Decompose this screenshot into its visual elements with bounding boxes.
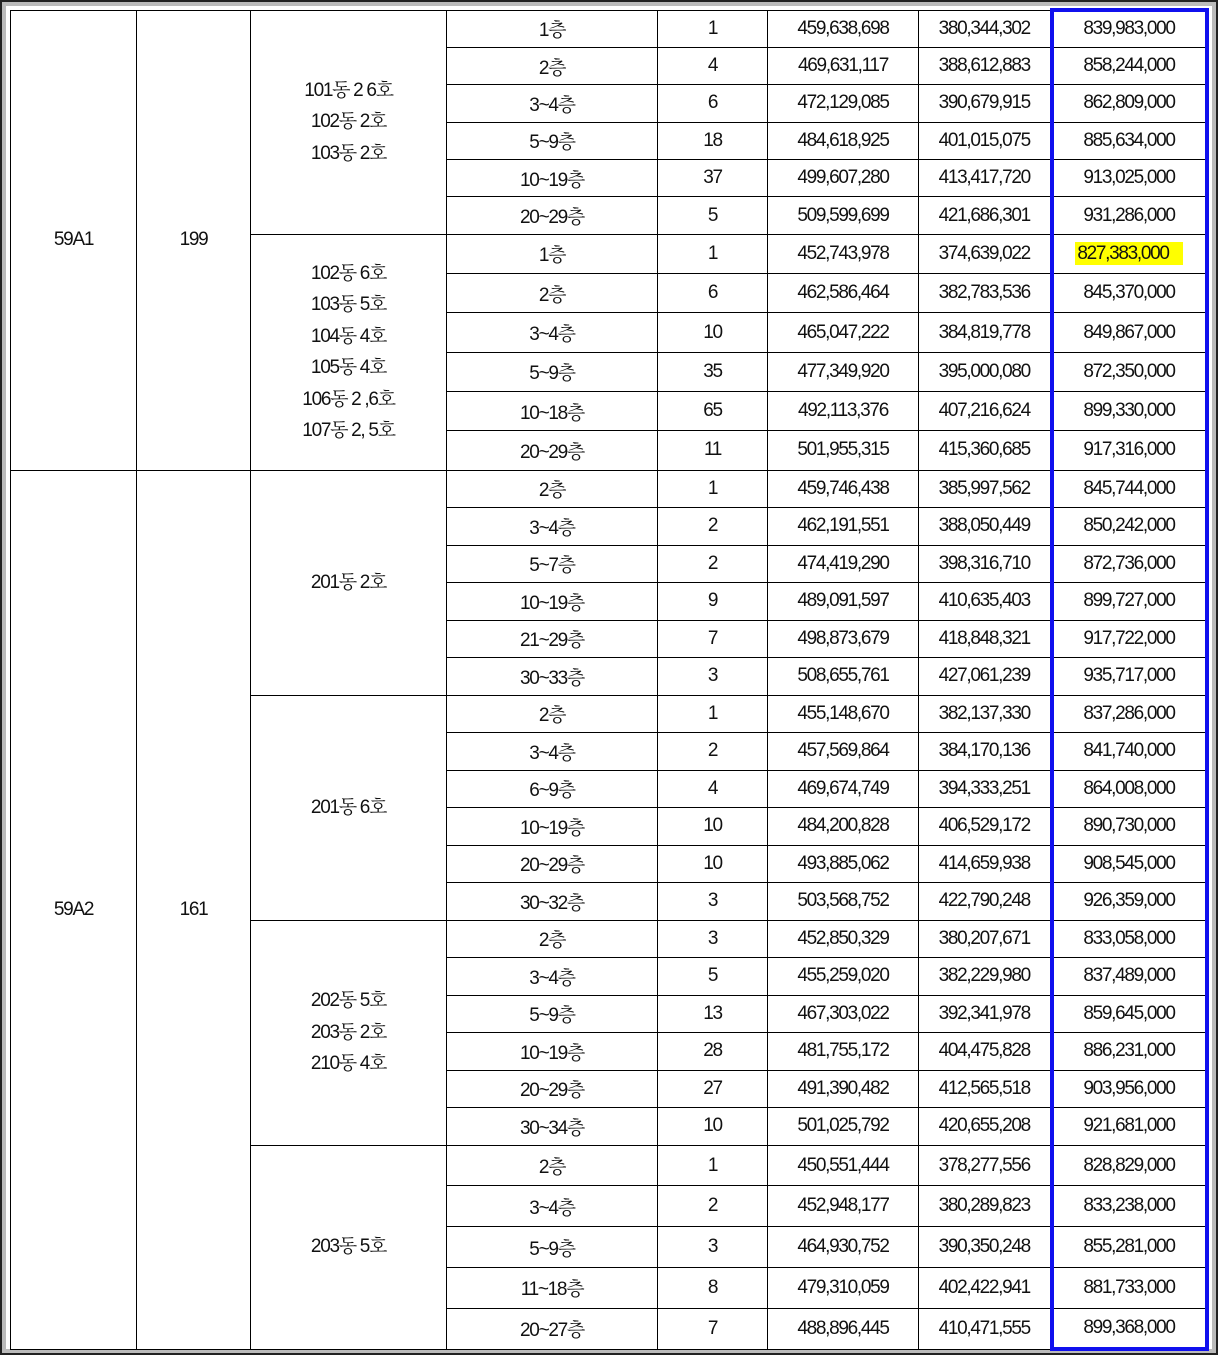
price-b-cell: 421,686,301 — [919, 197, 1052, 234]
type-cell: 59A1 — [11, 10, 137, 470]
count-cell: 9 — [658, 583, 768, 621]
floor-cell: 3~4층 — [447, 733, 658, 771]
price-a-cell: 499,607,280 — [768, 160, 919, 197]
floor-cell: 3~4층 — [447, 1186, 658, 1227]
count-cell: 18 — [658, 122, 768, 159]
count-cell: 1 — [658, 1145, 768, 1186]
count-cell: 11 — [658, 431, 768, 470]
units-cell — [251, 470, 447, 695]
price-a-cell: 479,310,059 — [768, 1268, 919, 1309]
floor-cell: 2층 — [447, 470, 658, 508]
price-a-cell: 508,655,761 — [768, 658, 919, 696]
total-price-cell: 855,281,000 — [1052, 1227, 1207, 1268]
total-price-cell: 926,359,000 — [1052, 883, 1207, 921]
price-a-cell: 450,551,444 — [768, 1145, 919, 1186]
price-a-cell: 462,191,551 — [768, 508, 919, 546]
total-price-cell: 917,316,000 — [1052, 431, 1207, 470]
total-price-cell: 828,829,000 — [1052, 1145, 1207, 1186]
count-cell: 35 — [658, 352, 768, 391]
unit-label: 103동 2호 — [310, 142, 387, 164]
floor-cell: 3~4층 — [447, 508, 658, 546]
count-cell: 7 — [658, 620, 768, 658]
price-b-cell: 422,790,248 — [919, 883, 1052, 921]
unit-label: 102동 2호 — [310, 111, 387, 133]
floor-cell: 30~32층 — [447, 883, 658, 921]
total-price-cell: 872,736,000 — [1052, 545, 1207, 583]
count-cell: 1 — [658, 234, 768, 273]
floor-cell: 30~33층 — [447, 658, 658, 696]
price-b-cell: 395,000,080 — [919, 352, 1052, 391]
floor-cell: 5~9층 — [447, 995, 658, 1033]
count-cell: 10 — [658, 1108, 768, 1146]
total-price-cell: 903,956,000 — [1052, 1070, 1207, 1108]
floor-cell: 20~27층 — [447, 1308, 658, 1349]
price-a-cell: 467,303,022 — [768, 995, 919, 1033]
price-b-cell: 384,170,136 — [919, 733, 1052, 771]
unit-label: 103동 5호 — [310, 294, 387, 316]
count-cell: 2 — [658, 545, 768, 583]
floor-cell: 5~9층 — [447, 352, 658, 391]
unit-label: 202동 5호 — [310, 990, 387, 1012]
price-b-cell: 382,137,330 — [919, 695, 1052, 733]
floor-cell: 10~19층 — [447, 1033, 658, 1071]
count-cell: 5 — [658, 958, 768, 996]
total-price-cell: 833,238,000 — [1052, 1186, 1207, 1227]
count-cell: 8 — [658, 1268, 768, 1309]
count-cell: 6 — [658, 85, 768, 122]
count-cell: 5 — [658, 197, 768, 234]
unit-label: 106동 2 ,6호 — [302, 388, 395, 410]
total-price-cell: 899,727,000 — [1052, 583, 1207, 621]
price-a-cell: 462,586,464 — [768, 274, 919, 313]
price-a-cell: 491,390,482 — [768, 1070, 919, 1108]
price-a-cell: 455,259,020 — [768, 958, 919, 996]
price-a-cell: 469,674,749 — [768, 770, 919, 808]
price-a-cell: 457,569,864 — [768, 733, 919, 771]
price-b-cell: 412,565,518 — [919, 1070, 1052, 1108]
floor-cell: 20~29층 — [447, 431, 658, 470]
count-cell: 4 — [658, 770, 768, 808]
price-b-cell: 398,316,710 — [919, 545, 1052, 583]
floor-cell: 11~18층 — [447, 1268, 658, 1309]
total-price-cell: 872,350,000 — [1052, 352, 1207, 391]
total-price-cell: 885,634,000 — [1052, 122, 1207, 159]
price-b-cell: 410,471,555 — [919, 1308, 1052, 1349]
units-cell — [251, 920, 447, 1145]
price-b-cell: 392,341,978 — [919, 995, 1052, 1033]
total-price-cell: 886,231,000 — [1052, 1033, 1207, 1071]
count-cell: 1 — [658, 695, 768, 733]
count-cell: 6 — [658, 274, 768, 313]
count-cell: 3 — [658, 658, 768, 696]
total-price-cell: 833,058,000 — [1052, 920, 1207, 958]
floor-cell: 3~4층 — [447, 85, 658, 122]
price-a-cell: 498,873,679 — [768, 620, 919, 658]
units-cell — [251, 10, 447, 234]
floor-cell: 5~9층 — [447, 1227, 658, 1268]
type-cell: 59A2 — [11, 470, 137, 1349]
floor-cell: 10~19층 — [447, 808, 658, 846]
units-cell — [251, 234, 447, 470]
total-price-cell: 913,025,000 — [1052, 160, 1207, 197]
unit-label: 102동 6호 — [310, 262, 387, 284]
total-price-cell: 858,244,000 — [1052, 47, 1207, 84]
floor-cell: 30~34층 — [447, 1108, 658, 1146]
households-cell: 199 — [137, 10, 251, 470]
highlighted-value: 827,383,000 — [1075, 242, 1182, 265]
price-a-cell: 452,850,329 — [768, 920, 919, 958]
price-b-cell: 384,819,778 — [919, 313, 1052, 352]
total-price-cell: 837,489,000 — [1052, 958, 1207, 996]
floor-cell: 5~9층 — [447, 122, 658, 159]
price-b-cell: 380,344,302 — [919, 10, 1052, 47]
price-a-cell: 488,896,445 — [768, 1308, 919, 1349]
price-a-cell: 459,638,698 — [768, 10, 919, 47]
price-a-cell: 509,599,699 — [768, 197, 919, 234]
total-price-cell: 890,730,000 — [1052, 808, 1207, 846]
price-table — [10, 8, 1209, 1351]
price-b-cell: 390,350,248 — [919, 1227, 1052, 1268]
count-cell: 3 — [658, 1227, 768, 1268]
price-a-cell: 452,743,978 — [768, 234, 919, 273]
floor-cell: 20~29층 — [447, 1070, 658, 1108]
floor-cell: 2층 — [447, 920, 658, 958]
total-price-cell: 899,330,000 — [1052, 392, 1207, 431]
total-price-cell: 935,717,000 — [1052, 658, 1207, 696]
table-row — [11, 10, 1207, 47]
price-b-cell: 406,529,172 — [919, 808, 1052, 846]
price-a-cell: 455,148,670 — [768, 695, 919, 733]
floor-cell: 20~29층 — [447, 845, 658, 883]
unit-label: 105동 4호 — [310, 357, 387, 379]
price-b-cell: 418,848,321 — [919, 620, 1052, 658]
count-cell: 65 — [658, 392, 768, 431]
price-b-cell: 427,061,239 — [919, 658, 1052, 696]
total-price-cell: 845,744,000 — [1052, 470, 1207, 508]
floor-cell: 2층 — [447, 1145, 658, 1186]
floor-cell: 1층 — [447, 10, 658, 47]
price-b-cell: 388,050,449 — [919, 508, 1052, 546]
floor-cell: 5~7층 — [447, 545, 658, 583]
price-b-cell: 385,997,562 — [919, 470, 1052, 508]
price-b-cell: 420,655,208 — [919, 1108, 1052, 1146]
count-cell: 3 — [658, 920, 768, 958]
floor-cell: 10~19층 — [447, 160, 658, 197]
price-b-cell: 414,659,938 — [919, 845, 1052, 883]
count-cell: 28 — [658, 1033, 768, 1071]
total-price-cell — [1052, 234, 1207, 273]
total-price-cell: 841,740,000 — [1052, 733, 1207, 771]
count-cell: 7 — [658, 1308, 768, 1349]
floor-cell: 3~4층 — [447, 958, 658, 996]
price-b-cell: 404,475,828 — [919, 1033, 1052, 1071]
price-b-cell: 402,422,941 — [919, 1268, 1052, 1309]
price-a-cell: 503,568,752 — [768, 883, 919, 921]
total-price-cell: 839,983,000 — [1052, 10, 1207, 47]
floor-cell: 2층 — [447, 47, 658, 84]
floor-cell: 2층 — [447, 695, 658, 733]
price-table-container — [10, 8, 1209, 1351]
unit-label: 210동 4호 — [310, 1053, 387, 1075]
price-a-cell: 493,885,062 — [768, 845, 919, 883]
price-b-cell: 380,207,671 — [919, 920, 1052, 958]
floor-cell: 6~9층 — [447, 770, 658, 808]
count-cell: 37 — [658, 160, 768, 197]
price-a-cell: 484,200,828 — [768, 808, 919, 846]
price-a-cell: 501,025,792 — [768, 1108, 919, 1146]
price-a-cell: 484,618,925 — [768, 122, 919, 159]
floor-cell: 3~4층 — [447, 313, 658, 352]
price-b-cell: 401,015,075 — [919, 122, 1052, 159]
total-price-cell: 864,008,000 — [1052, 770, 1207, 808]
count-cell: 13 — [658, 995, 768, 1033]
price-b-cell: 380,289,823 — [919, 1186, 1052, 1227]
floor-cell: 1층 — [447, 234, 658, 273]
price-a-cell: 459,746,438 — [768, 470, 919, 508]
price-a-cell: 492,113,376 — [768, 392, 919, 431]
price-a-cell: 469,631,117 — [768, 47, 919, 84]
unit-label: 201동 6호 — [310, 796, 387, 818]
floor-cell: 10~19층 — [447, 583, 658, 621]
price-b-cell: 374,639,022 — [919, 234, 1052, 273]
price-b-cell: 382,229,980 — [919, 958, 1052, 996]
price-a-cell: 472,129,085 — [768, 85, 919, 122]
total-price-cell: 899,368,000 — [1052, 1308, 1207, 1349]
count-cell: 2 — [658, 508, 768, 546]
count-cell: 10 — [658, 808, 768, 846]
total-price-cell: 921,681,000 — [1052, 1108, 1207, 1146]
price-a-cell: 477,349,920 — [768, 352, 919, 391]
total-price-cell: 845,370,000 — [1052, 274, 1207, 313]
total-price-cell: 849,867,000 — [1052, 313, 1207, 352]
units-cell — [251, 695, 447, 920]
total-price-cell: 862,809,000 — [1052, 85, 1207, 122]
total-price-cell: 837,286,000 — [1052, 695, 1207, 733]
price-a-cell: 481,755,172 — [768, 1033, 919, 1071]
total-price-cell: 881,733,000 — [1052, 1268, 1207, 1309]
total-price-cell: 908,545,000 — [1052, 845, 1207, 883]
price-b-cell: 378,277,556 — [919, 1145, 1052, 1186]
floor-cell: 2층 — [447, 274, 658, 313]
unit-label: 107동 2, 5호 — [302, 420, 395, 442]
price-a-cell: 465,047,222 — [768, 313, 919, 352]
count-cell: 4 — [658, 47, 768, 84]
total-price-cell: 850,242,000 — [1052, 508, 1207, 546]
count-cell: 27 — [658, 1070, 768, 1108]
price-b-cell: 388,612,883 — [919, 47, 1052, 84]
price-b-cell: 382,783,536 — [919, 274, 1052, 313]
count-cell: 2 — [658, 1186, 768, 1227]
count-cell: 1 — [658, 470, 768, 508]
units-cell — [251, 1145, 447, 1349]
total-price-cell: 917,722,000 — [1052, 620, 1207, 658]
price-b-cell: 410,635,403 — [919, 583, 1052, 621]
price-a-cell: 501,955,315 — [768, 431, 919, 470]
floor-cell: 10~18층 — [447, 392, 658, 431]
unit-label: 101동 2 6호 — [304, 79, 393, 101]
unit-label: 201동 2호 — [310, 571, 387, 593]
unit-label: 203동 5호 — [310, 1236, 387, 1258]
price-b-cell: 390,679,915 — [919, 85, 1052, 122]
price-a-cell: 464,930,752 — [768, 1227, 919, 1268]
price-a-cell: 474,419,290 — [768, 545, 919, 583]
count-cell: 10 — [658, 845, 768, 883]
unit-label: 203동 2호 — [310, 1021, 387, 1043]
unit-label: 104동 4호 — [310, 325, 387, 347]
count-cell: 1 — [658, 10, 768, 47]
price-b-cell: 394,333,251 — [919, 770, 1052, 808]
price-a-cell: 489,091,597 — [768, 583, 919, 621]
floor-cell: 21~29층 — [447, 620, 658, 658]
floor-cell: 20~29층 — [447, 197, 658, 234]
table-row — [11, 470, 1207, 508]
total-price-cell: 859,645,000 — [1052, 995, 1207, 1033]
price-b-cell: 413,417,720 — [919, 160, 1052, 197]
total-price-cell: 931,286,000 — [1052, 197, 1207, 234]
price-b-cell: 407,216,624 — [919, 392, 1052, 431]
price-a-cell: 452,948,177 — [768, 1186, 919, 1227]
count-cell: 3 — [658, 883, 768, 921]
price-b-cell: 415,360,685 — [919, 431, 1052, 470]
count-cell: 10 — [658, 313, 768, 352]
count-cell: 2 — [658, 733, 768, 771]
households-cell: 161 — [137, 470, 251, 1349]
